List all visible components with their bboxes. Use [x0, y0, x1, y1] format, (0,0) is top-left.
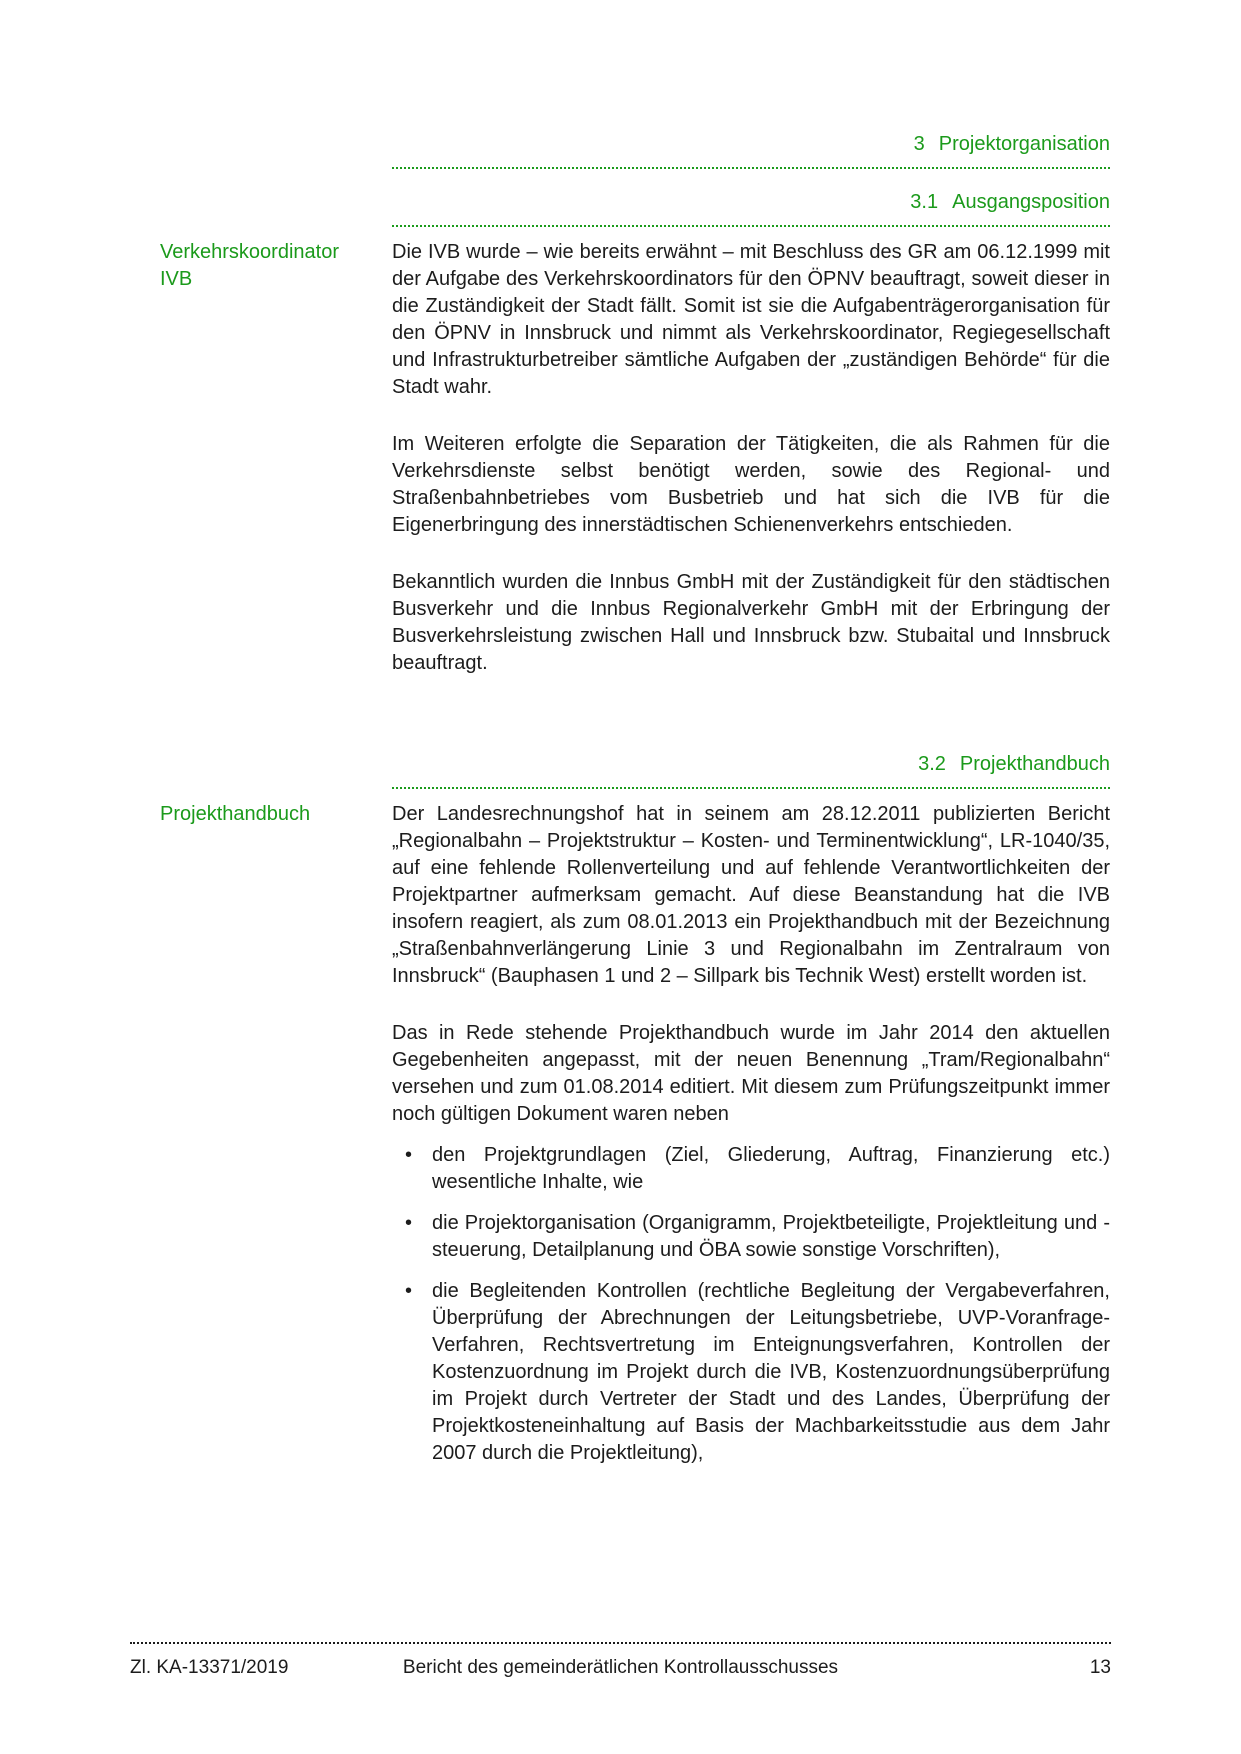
section-heading-3: [392, 131, 1110, 169]
section-3-2-row: [160, 801, 1110, 1481]
paragraph: Der Landesrechnungshof hat in seinem am 28.12.2011 publizierten Bericht „Regionalbahn – Projektstruktur – Kosten- und Terminentwicklung“, LR-1040/35, auf eine fehlende Rollenverteilung und auf fehlende Verantwortlichkeiten der Projektpartner aufmerksam gemacht. Auf diese Beanstandung hat die IVB insofern reagiert, als zum 08.01.2013 ein Projekthandbuch mit der Bezeichnung „Straßenbahnverlängerung Linie 3 und Regionalbahn im Zentralraum von Innsbruck“ (Bauphasen 1 und 2 – Sillpark bis Technik West) erstellt worden ist.: [392, 803, 1110, 987]
section-3-2-body: [392, 801, 1110, 1481]
heading-row-3: [160, 131, 1110, 189]
list-item-text: die Projektorganisation (Organigramm, Projektbeteiligte, Projektleitung und -steuerung, Detailplanung und ÖBA sowie sonstige Vorschriften),: [432, 1212, 1110, 1261]
paragraph: Die IVB wurde – wie bereits erwähnt – mit Beschluss des GR am 06.12.1999 mit der Aufgabe des Verkehrskoordinators für den ÖPNV beauftragt, soweit dieser in die Zuständigkeit der Stadt fällt. Somit ist sie die Aufgabenträgerorganisation für den ÖPNV in Innsbruck und nimmt als Verkehrskoordinator, Regiegesellschaft und Infrastrukturbetreiber sämtliche Aufgaben der „zuständigen Behörde“ für die Stadt wahr.: [392, 241, 1110, 398]
page-footer: [130, 1642, 1111, 1681]
list-item-text: die Begleitenden Kontrollen (rechtliche Begleitung der Vergabeverfahren, Überprüfung der Abrechnungen der Leitungsbetriebe, UVP-Voranfrage-Verfahren, Rechtsvertretung im Enteignungsverfahren, Kontrollen der Kostenzuordnung im Projekt durch die IVB, Kostenzuordnungsüberprüfung im Projekt durch Vertreter der Stadt und des Landes, Überprüfung der Projektkosteneinhaltung auf Basis der Machbarkeitsstudie aus dem Jahr 2007 durch die Projektleitung),: [432, 1280, 1110, 1464]
section-number: 3.1: [910, 191, 939, 213]
paragraph: Das in Rede stehende Projekthandbuch wurde im Jahr 2014 den aktuellen Gegebenheiten angepasst, mit der neuen Benennung „Tram/Regionalbahn“ versehen und zum 01.08.2014 editiert. Mit diesem zum Prüfungszeitpunkt immer noch gültigen Dokument waren neben: [392, 1022, 1110, 1125]
paragraph: Bekanntlich wurden die Innbus GmbH mit der Zuständigkeit für den städtischen Busverkehr und die Innbus Regionalverkehr GmbH mit der Erbringung der Busverkehrsleistung zwischen Hall und Innsbruck bzw. Stubaital und Innsbruck beauftragt.: [392, 571, 1110, 674]
section-title: Projekthandbuch: [959, 753, 1110, 775]
bullet-icon: •: [405, 1280, 413, 1302]
list-item-text: den Projektgrundlagen (Ziel, Gliederung, Auftrag, Finanzierung etc.) wesentliche Inhalte, wie: [432, 1144, 1110, 1193]
list-item: [392, 1278, 1110, 1467]
list-item: [392, 1142, 1110, 1196]
margin-label-projekthandbuch: Projekthandbuch: [160, 803, 311, 825]
section-heading-3-2: [392, 751, 1110, 789]
section-number: 3: [913, 133, 925, 155]
heading-row-3-2: [160, 707, 1110, 801]
paragraph: Im Weiteren erfolgte die Separation der Tätigkeiten, die als Rahmen für die Verkehrsdienste selbst benötigt werden, sowie des Regional- und Straßenbahnbetriebes vom Busbetrieb und hat sich die IVB für die Eigenerbringung des innerstädtischen Schienenverkehrs entschieden.: [392, 433, 1110, 536]
section-title: Projektorganisation: [938, 133, 1110, 155]
list-item: [392, 1210, 1110, 1264]
section-number: 3.2: [918, 753, 946, 775]
bullet-icon: •: [405, 1144, 413, 1166]
margin-label-verkehrskoordinator-ivb: Verkehrskoordinator IVB: [160, 241, 339, 290]
section-heading-3-1: [392, 189, 1110, 227]
section-title: Ausgangsposition: [952, 191, 1110, 213]
section-3-1-body: [392, 239, 1110, 707]
heading-row-3-1: [160, 189, 1110, 239]
section-3-1-row: [160, 239, 1110, 707]
footer-report-title: Bericht des gemeinderätlichen Kontrollausschusses: [402, 1657, 839, 1678]
bullet-icon: •: [405, 1212, 413, 1234]
page-content: [160, 131, 1110, 1481]
footer-reference-number: Zl. KA-13371/2019: [130, 1657, 289, 1678]
footer-page-number: 13: [1089, 1657, 1111, 1678]
bullet-list: [392, 1142, 1110, 1467]
